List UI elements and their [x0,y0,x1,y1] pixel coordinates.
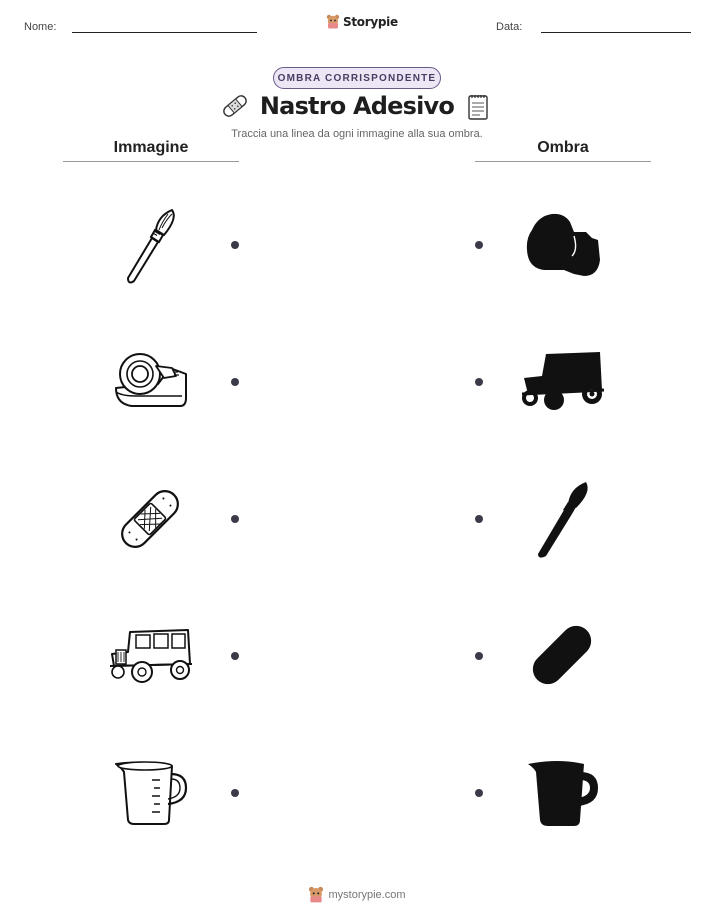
date-label: Data: [496,21,523,33]
measuring-cup-icon [112,758,188,828]
left-column-heading: Immagine [113,139,189,156]
paintbrush-icon [118,206,182,284]
right-match-dot[interactable] [475,652,483,660]
bandage-shadow-icon [526,620,598,690]
measuring-cup-shadow-icon [524,758,600,828]
tape-dispenser-shadow-icon [524,210,602,278]
activity-badge: OMBRA CORRISPONDENTE [273,67,441,89]
left-match-dot[interactable] [231,652,239,660]
bandage-icon [114,484,186,554]
left-match-dot[interactable] [231,378,239,386]
notepad-icon [466,93,490,121]
footer [0,886,714,903]
vintage-car-icon [108,622,194,686]
bear-mascot-icon [326,14,340,29]
tape-dispenser-icon [112,348,188,412]
name-line[interactable] [72,32,257,33]
page-title: Nastro Adesivo [259,92,455,120]
brand-name: Storypie [343,14,398,29]
instructions: Traccia una linea da ogni immagine alla sua ombra. [231,128,483,140]
right-match-dot[interactable] [475,378,483,386]
left-match-dot[interactable] [231,515,239,523]
left-heading-rule [63,161,239,162]
date-line[interactable] [541,32,691,33]
right-match-dot[interactable] [475,789,483,797]
bear-mascot-icon [308,886,324,903]
left-match-dot[interactable] [231,789,239,797]
footer-url[interactable]: mystorypie.com [328,888,406,901]
right-match-dot[interactable] [475,515,483,523]
right-match-dot[interactable] [475,241,483,249]
paintbrush-shadow-icon [532,480,592,558]
right-heading-rule [475,161,651,162]
left-match-dot[interactable] [231,241,239,249]
brand-logo [326,14,398,29]
vintage-car-shadow-icon [520,350,606,414]
right-column-heading: Ombra [537,139,589,156]
name-label: Nome: [24,21,57,33]
